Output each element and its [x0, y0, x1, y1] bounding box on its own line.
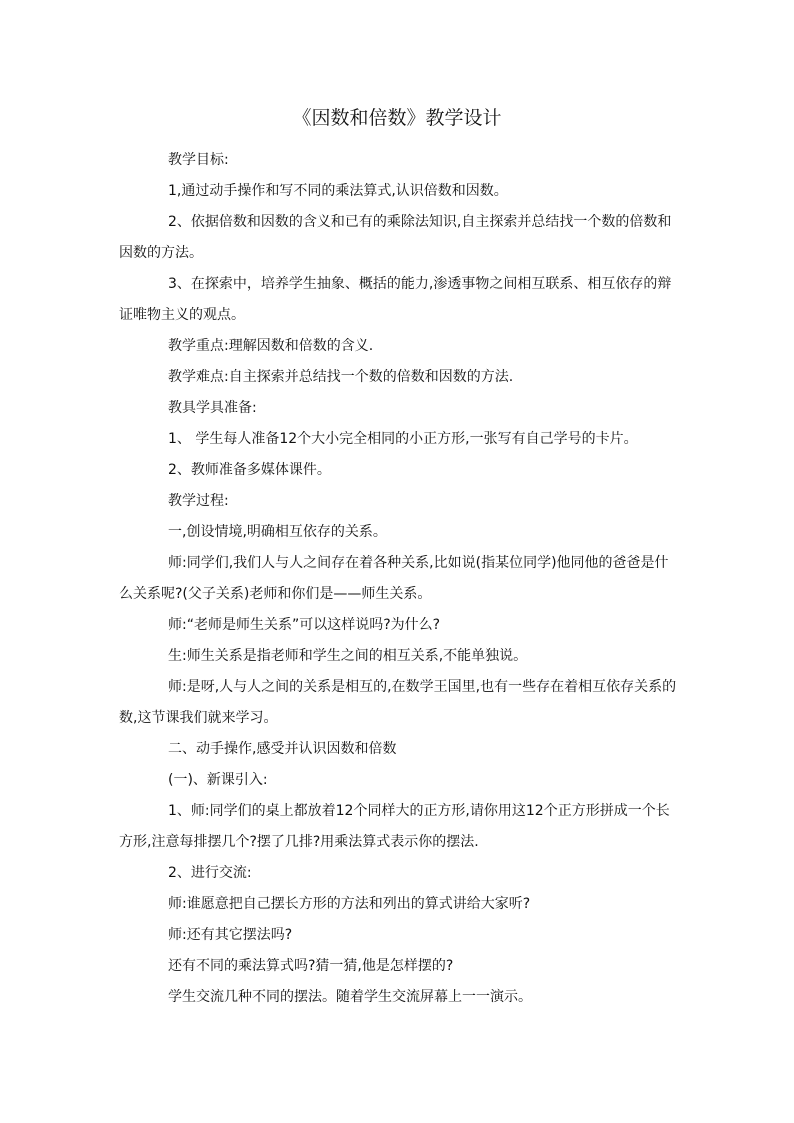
paragraph: 2、进行交流:: [168, 865, 252, 881]
paragraph: 还有不同的乘法算式吗?猜一猜,他是怎样摆的?: [168, 958, 454, 974]
document-title: 《因数和倍数》教学设计: [292, 107, 502, 129]
paragraph: 教学重点:理解因数和倍数的含义.: [168, 338, 374, 354]
paragraph: 师:“老师是师生关系”可以这样说吗?为什么?: [168, 617, 441, 633]
paragraph: 3、在探索中，培养学生抽象、概括的能力,渗透事物之间相互联系、相互依存的辩证唯物主义的观点。: [119, 276, 672, 323]
paragraph: 师:同学们,我们人与人之间存在着各种关系,比如说(指某位同学)他同他的爸爸是什么关系呢?(父子关系)老师和你们是——师生关系。: [119, 555, 669, 602]
paragraph: 教学过程:: [168, 493, 229, 509]
paragraph: 学生交流几种不同的摆法。随着学生交流屏幕上一一演示。: [168, 989, 532, 1005]
paragraph: (一)、新课引入:: [168, 772, 268, 788]
paragraph: 2、教师准备多媒体课件。: [168, 462, 331, 478]
paragraph: 1、师:同学们的桌上都放着12个同样大的正方形,请你用这12个正方形拼成一个长方形,注意每排摆几个?摆了几排?用乘法算式表示你的摆法.: [119, 803, 670, 850]
paragraph: 1、 学生每人准备12个大小完全相同的小正方形,一张写有自己学号的卡片。: [168, 431, 638, 447]
paragraph: 生:师生关系是指老师和学生之间的相互关系,不能单独说。: [168, 648, 528, 664]
paragraph: 一,创设情境,明确相互依存的关系。: [168, 524, 387, 540]
document-body: [119, 145, 677, 1013]
paragraph: 教学难点:自主探索并总结找一个数的倍数和因数的方法.: [168, 369, 514, 385]
paragraph: 教学目标:: [168, 152, 229, 168]
paragraph: 师:谁愿意把自己摆长方形的方法和列出的算式讲给大家听?: [168, 896, 531, 912]
paragraph: 教具学具准备:: [168, 400, 257, 416]
paragraph: 1,通过动手操作和写不同的乘法算式,认识倍数和因数。: [168, 183, 508, 199]
paragraph: 师:还有其它摆法吗?: [168, 927, 293, 943]
paragraph: 二、动手操作,感受并认识因数和倍数: [168, 741, 397, 757]
paragraph: 2、依据倍数和因数的含义和已有的乘除法知识,自主探索并总结找一个数的倍数和因数的方法。: [119, 214, 672, 261]
paragraph: 师:是呀,人与人之间的关系是相互的,在数学王国里,也有一些存在着相互依存关系的数,这节课我们就来学习。: [119, 679, 677, 726]
